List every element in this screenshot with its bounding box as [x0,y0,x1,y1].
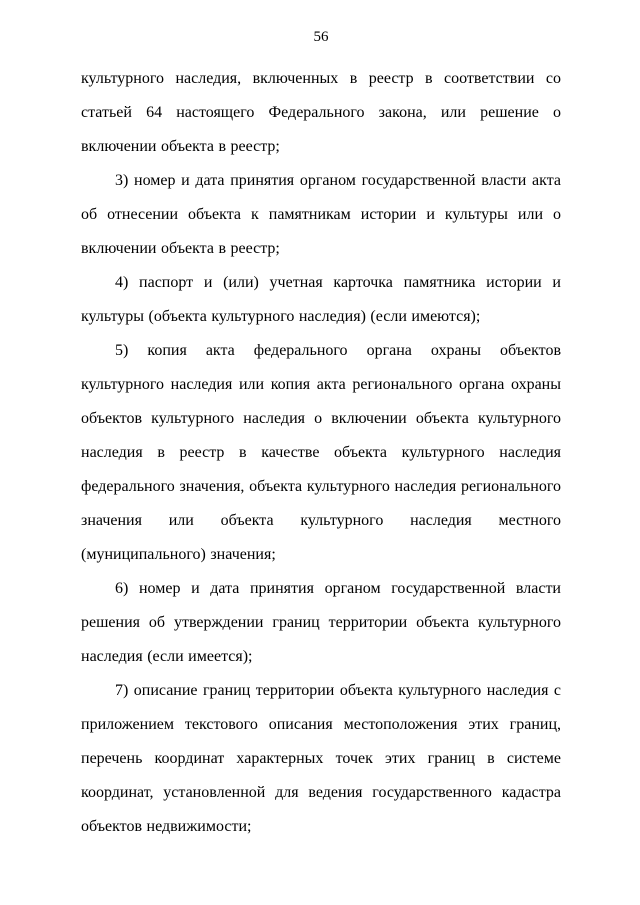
paragraph-item-4: 4) паспорт и (или) учетная карточка памятника истории и культуры (объекта культурного наследия) (если имеются); [81,274,561,325]
paragraph-continuation: культурного наследия, включенных в реестр в соответствии со статьей 64 настоящего Федерального закона, или решение о включении объекта в реестр; [81,70,561,155]
page-number: 56 [313,29,329,45]
paragraph-item-3: 3) номер и дата принятия органом государственной власти акта об отнесении объекта к памятникам истории и культуры или о включении объекта в реестр; [81,172,561,257]
paragraph-item-6: 6) номер и дата принятия органом государственной власти решения об утверждении границ территории объекта культурного наследия (если имеется); [81,580,561,665]
document-body [81,62,561,844]
paragraph-item-7: 7) описание границ территории объекта культурного наследия с приложением текстового описания местоположения этих границ, перечень координат характерных точек этих границ в системе координат, установленной для ведения государственного кадастра объектов недвижимости; [81,682,561,835]
paragraph-item-5: 5) копия акта федерального органа охраны объектов культурного наследия или копия акта регионального органа охраны объектов культурного наследия о включении объекта культурного наследия в реестр в качестве объекта культурного наследия федерального значения, объекта культурного наследия регионального значения или объекта культурного наследия местного (муниципального) значения; [81,342,561,563]
